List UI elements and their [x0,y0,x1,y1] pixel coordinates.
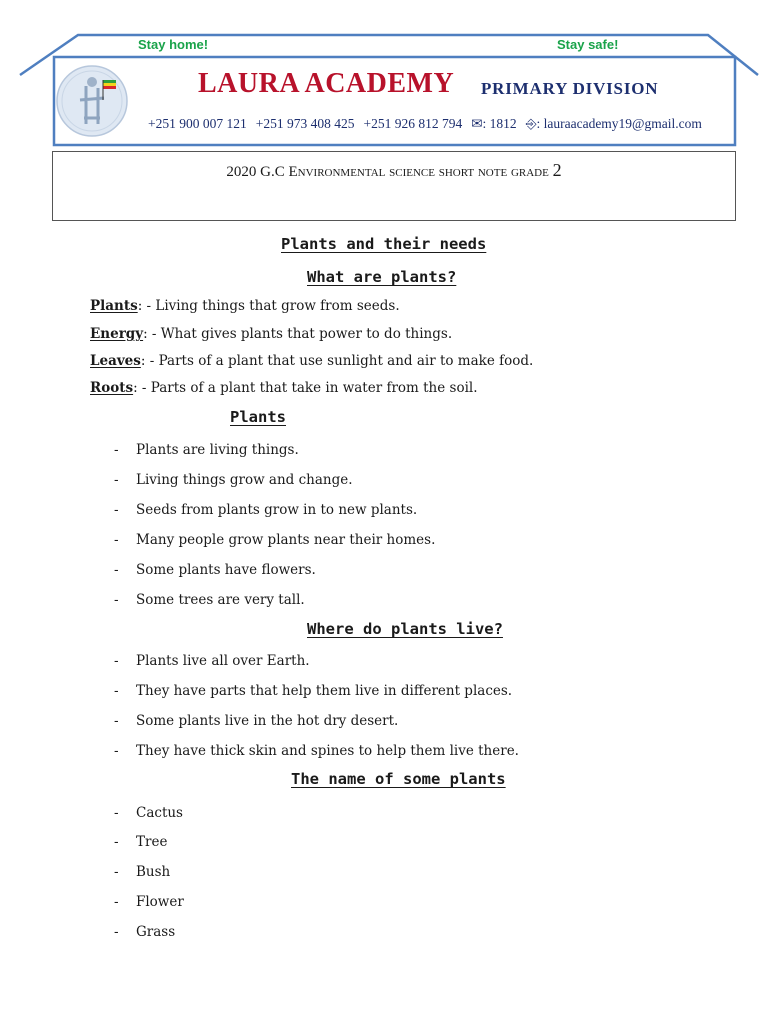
division-name: PRIMARY DIVISION [481,79,659,98]
definition-leaves [90,353,533,369]
list-bullet: - [114,713,119,729]
list-item: Plants live all over Earth. [136,653,310,669]
list-bullet: - [114,442,119,458]
list-bullet: - [114,805,119,821]
school-name: LAURA ACADEMY [198,68,455,99]
list-item: Bush [136,864,171,880]
plants-heading: Plants [230,408,286,426]
list-bullet: - [114,653,119,669]
school-logo [57,66,127,136]
list-item: They have thick skin and spines to help them live there. [136,743,519,759]
definition-term: Leaves [90,353,141,369]
title-grade: 2 [552,160,562,180]
list-bullet: - [114,924,119,940]
definition-text: : - Parts of a plant that take in water from the soil. [133,380,478,396]
title-text: G.C Environmental science short note grade [260,164,549,180]
email: ⎆: lauraacademy19@gmail.com [525,116,702,131]
po-box: ✉: 1812 [471,116,517,131]
list-bullet: - [114,743,119,759]
list-item: They have parts that help them live in different places. [136,683,513,699]
list-bullet: - [114,592,119,608]
title-year: 2020 [226,164,257,180]
definition-plants [90,298,400,314]
list-item: Plants are living things. [136,442,299,458]
list-item: Grass [136,924,176,940]
title-box [52,151,736,221]
definition-text: : - Parts of a plant that use sunlight and air to make food. [140,353,534,369]
main-title: Plants and their needs [281,235,487,253]
list-item: Some trees are very tall. [136,592,305,608]
names-heading: The name of some plants [291,770,506,788]
document-title [53,160,735,181]
definition-text: : - Living things that grow from seeds. [137,298,400,314]
list-item: Flower [136,894,184,910]
list-item: Seeds from plants grow in to new plants. [136,502,418,518]
definition-energy [90,326,452,342]
definition-text: : - What gives plants that power to do things. [143,326,453,342]
stay-safe-slogan: Stay safe! [557,37,619,52]
list-bullet: - [114,532,119,548]
list-item: Some plants live in the hot dry desert. [136,713,399,729]
contact-line [148,116,711,132]
definition-term: Roots [90,380,134,396]
phone-3: +251 926 812 794 [363,116,463,131]
where-heading: Where do plants live? [307,620,503,638]
list-bullet: - [114,683,119,699]
list-item: Many people grow plants near their homes. [136,532,436,548]
definition-roots [90,380,478,396]
list-item: Living things grow and change. [136,472,353,488]
definition-term: Energy [90,326,144,342]
list-item: Tree [136,834,168,850]
phone-1: +251 900 007 121 [148,116,247,131]
list-bullet: - [114,894,119,910]
list-bullet: - [114,502,119,518]
list-bullet: - [114,834,119,850]
what-are-plants-heading: What are plants? [307,268,457,286]
list-bullet: - [114,472,119,488]
phone-2: +251 973 408 425 [255,116,355,131]
list-bullet: - [114,864,119,880]
list-item: Cactus [136,805,183,821]
definition-term: Plants [90,298,138,314]
list-bullet: - [114,562,119,578]
stay-home-slogan: Stay home! [138,37,209,52]
list-item: Some plants have flowers. [136,562,316,578]
